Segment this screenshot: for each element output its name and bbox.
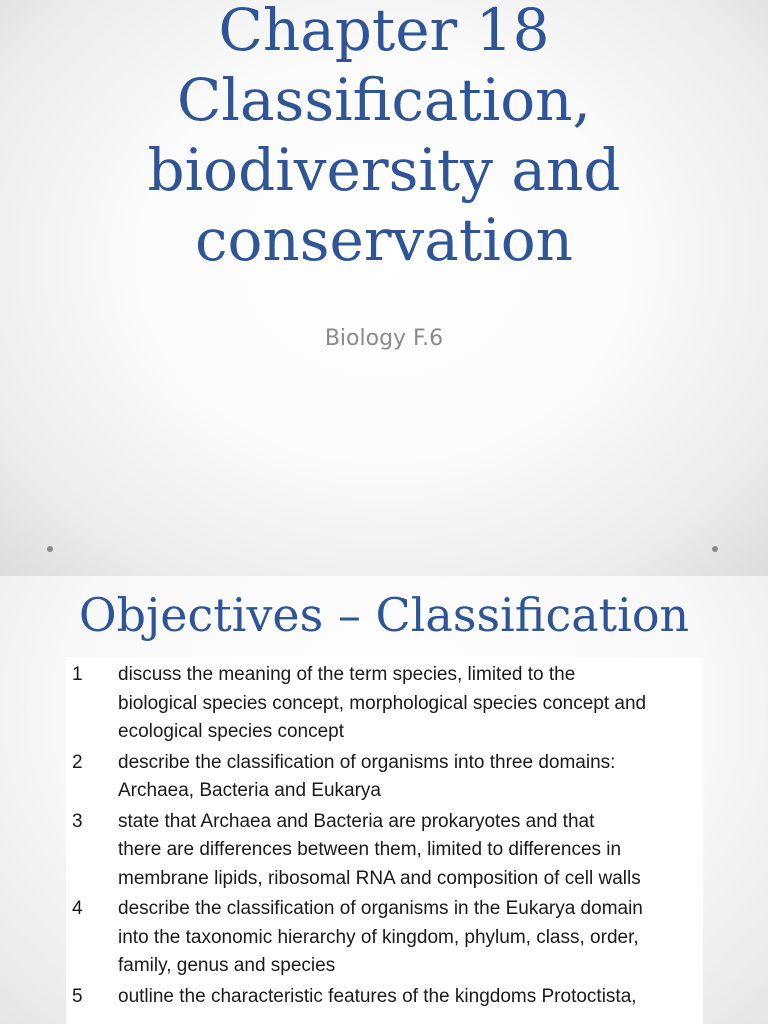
- slide-subtitle: Biology F.6: [324, 326, 444, 351]
- objective-line: describe the classification of organisms in the Eukarya domain: [118, 898, 643, 919]
- objective-item: [66, 661, 703, 747]
- objective-text: [118, 895, 703, 981]
- objective-number: 1: [72, 664, 83, 685]
- objective-line: ecological species concept: [118, 721, 345, 742]
- objective-line: discuss the meaning of the term species, limited to the: [118, 664, 576, 685]
- objective-number: 5: [72, 985, 83, 1007]
- objectives-slide: [0, 576, 768, 1024]
- objective-line: Archaea, Bacteria and Eukarya: [118, 780, 381, 801]
- objectives-box: [66, 657, 703, 1024]
- objective-number: 4: [72, 898, 83, 919]
- objective-item: [66, 808, 703, 894]
- slide-divider-dot-left: [47, 546, 53, 552]
- title-line-classification: Classification,: [177, 66, 591, 134]
- objective-text: [118, 983, 703, 1012]
- objective-text: [118, 749, 703, 806]
- objective-line: biological species concept, morphological species concept and: [118, 692, 647, 714]
- chapter-title: [0, 0, 768, 275]
- objective-line: family, genus and species: [118, 955, 336, 976]
- objective-line: outline the characteristic features of the kingdoms Protoctista,: [118, 985, 637, 1007]
- objective-item: [66, 749, 703, 806]
- objectives-list: [66, 657, 703, 1011]
- objective-line: there are differences between them, limited to differences in: [118, 839, 622, 860]
- objective-text: [118, 808, 703, 894]
- objective-line: state that Archaea and Bacteria are prokaryotes and that: [118, 810, 595, 832]
- objective-number: 3: [72, 810, 83, 832]
- objective-item: [66, 983, 703, 1012]
- title-line-chapter: Chapter 18: [218, 0, 550, 64]
- objective-number: 2: [72, 751, 83, 773]
- objective-item: [66, 895, 703, 981]
- title-line-biodiversity: biodiversity and: [147, 136, 621, 204]
- objective-line: membrane lipids, ribosomal RNA and composition of cell walls: [118, 867, 641, 889]
- objective-line: into the taxonomic hierarchy of kingdom, phylum, class, order,: [118, 926, 639, 948]
- slide-divider-dot-right: [712, 546, 718, 552]
- objectives-heading: Objectives – Classification: [78, 588, 690, 642]
- objective-text: [118, 661, 703, 747]
- title-line-conservation: conservation: [194, 206, 574, 274]
- objective-line: describe the classification of organisms into three domains:: [118, 751, 616, 773]
